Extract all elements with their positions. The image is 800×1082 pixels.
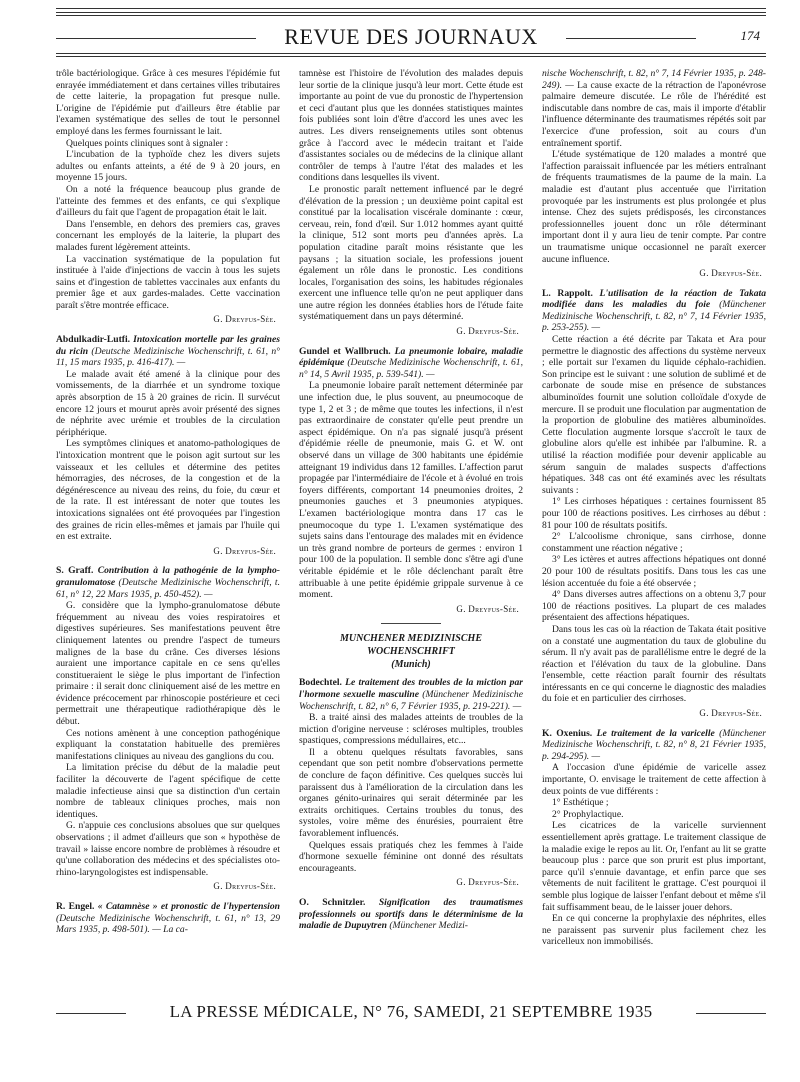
article-source: (Deutsche Medizinische Wochenschrift, t. 61, n° 12, 22 Mars 1935, p. 450-452). —: [56, 576, 280, 600]
footer-text: LA PRESSE MÉDICALE, N° 76, SAMEDI, 21 SEPTEMBRE 1935: [169, 1002, 653, 1021]
paragraph: trôle bactériologique. Grâce à ces mesures l'épidémie fut enrayée immédiatement et dans certaines villes tributaires de cette laiterie, la propagation fut presque nulle. L'origine de l'épidémie put d'ailleurs être établie par l'examen systématique des selles de tout le personnel employé dans les fermes fournissant le lait.: [56, 68, 280, 137]
article-title: Signification des traumatismes professionnels ou sportifs dans le déterminisme de la maladie de Dupuytren: [299, 897, 523, 932]
paragraph: A l'occasion d'une épidémie de varicelle assez importante, O. envisage le traitement de cette affection à deux points de vue différents :: [542, 762, 766, 797]
page-number: 174: [740, 28, 760, 43]
paragraph: G. n'appuie ces conclusions absolues que sur quelques observations ; il admet d'ailleurs que son « hypothèse de travail » laisse encore nombre de problèmes à résoudre et qu'une collaboration des médecins et des spécialistes oto-rhino-laryngologistes est indispensable.: [56, 820, 280, 878]
page-title: REVUE DES JOURNAUX: [284, 24, 538, 49]
paragraph: [542, 68, 766, 149]
journal-city: (Munich): [391, 659, 431, 671]
article-source: (Münchener Medizinische Wochenschrift, t. 82, n° 8, 21 Février 1935, p. 294-295). —: [542, 727, 766, 762]
top-rule: [56, 8, 766, 9]
column-3: [542, 68, 766, 973]
column-1: [56, 68, 280, 973]
header-bottom-rule: [56, 53, 766, 54]
paragraph: Dans tous les cas où la réaction de Takata était positive on a constaté une augmentation du taux de globuline du sérum. Il n'y avait pas de parallélisme entre le degré de la réaction et l'élévation du taux de la globuline. Dans l'ensemble, cette réaction paraît fournir des résultats intéressants en ce qui concerne le diagnostic des maladies du foie et en particulier des cirrhoses.: [542, 623, 766, 705]
article-source: (Münchener Medizinische Wochenschrift, t. 82, n° 6, 7 Février 1935, p. 219-221). —: [299, 688, 523, 712]
article-author: L. Rappolt.: [542, 287, 593, 299]
paragraph: La vaccination systématique de la population fut instituée à l'aide d'injections de vaccin à tous les sujets sains et d'ingestion de tablettes vaccinales aux enfants du premier âge et aux gardes-malades. Cette vaccination paraît s'être montrée efficace.: [56, 253, 280, 311]
paragraph: 2° Prophylactique.: [552, 808, 624, 820]
paragraph: 1° Les cirrhoses hépatiques : certaines fournissent 85 pour 100 de réactions positives. Les cirrhoses au début : 81 pour 100 de résultats positifs.: [542, 496, 766, 531]
top-rule-2: [56, 12, 766, 13]
article-heading: [56, 334, 280, 369]
journal-page: [56, 0, 766, 1082]
article-source: (Deutsche Medizinische Wochenschrift, t. 61, n° 14, 5 Avril 1935, p. 539-541). —: [299, 357, 523, 380]
signature: G. Dreyfus-Sée.: [699, 708, 762, 719]
paragraph: tamnèse est l'histoire de l'évolution des malades depuis leur sortie de la clinique jusqu'à leur mort. Cette étude est importante au point de vue du pronostic de l'hypertension et ceci d'autant plus que les données statistiques maintes fois publiées sont loin d'être d'accord les unes avec les autres. Les divers renseignements utiles sont obtenus grâce à l'accord avec le médecin traitant et l'aide d'assistantes sociales ou de médecins de la clinique allant contrôler de temps à l'autre l'état des malades et les conditions dans lesquelles ils vivent.: [299, 68, 523, 184]
paragraph: La limitation précise du début de la maladie peut faciliter la découverte de l'agent spécifique de cette maladie infectieuse ainsi que sa distinction d'un certain nombre de tableaux cliniques proches, mais non identiques.: [56, 762, 280, 820]
article-title: Le traitement des troubles de la miction par l'hormone sexuelle masculine: [299, 677, 523, 700]
journal-name: MUNCHENER MEDIZINISCHE WOCHENSCHRIFT: [340, 633, 482, 658]
section-divider: [381, 623, 441, 624]
article-author: Bodechtel.: [299, 677, 342, 689]
signature: G. Dreyfus-Sée.: [213, 314, 276, 325]
paragraph: L'étude systématique de 120 malades a montré que l'affection paraissait influencée par les métiers entraînant de fréquents traumatismes de la paume de la main. La maladie est d'autant plus accentuée que l'irritation provoquée par les instruments est plus prolongée et plus intense. Chez des sujets prédisposés, les circonstances professionnelles jouent donc un rôle déterminant important dont il y aura lieu de tenir compte. Par contre un traumatisme unique occasionnel ne paraît exercer aucune influence.: [542, 149, 766, 265]
article-title: La pneumonie lobaire, maladie épidémique: [299, 345, 523, 369]
paragraph: Quelques essais pratiqués chez les femmes à l'aide d'hormone sexuelle féminine ont donné des résultats encourageants.: [299, 839, 523, 874]
article-title: Contribution à la pathogénie de la lympho-granulomatose: [56, 565, 280, 588]
article-heading: [299, 897, 523, 932]
article-author: Gundel et Wallbruch.: [299, 345, 391, 357]
article-source: (Münchener Medizi-: [389, 920, 468, 932]
paragraph: Le pronostic paraît nettement influencé par le degré d'élévation de la pression ; un deuxième point capital est constitué par la localisation viscérale dominante : cœur, cerveau, rein, fond d'œil. Sur 1.012 hommes ayant quitté la clinique, 512 sont morts peu d'années après. La population citadine paraît moins résistante que les paysans ; la situation sociale, les professions jouent également un rôle dans le pronostic. Les conditions locales, l'organisation des soins, les habitudes régionales exercent une influence telle qu'on ne peut appliquer dans une autre région les données établies hors de l'étude faite systématiquement dans un pays déterminé.: [299, 183, 523, 323]
journal-section-title: [299, 632, 523, 671]
paragraph: Le malade avait été amené à la clinique pour des vomissements, de la diarrhée et un syndrome toxique après absorption de 15 à 20 graines de ricin. Il survécut encore 12 jours et mourut après avoir présenté des signes de néphrite avec urémie et troubles de la circulation périphérique.: [56, 368, 280, 438]
paragraph: Les symptômes cliniques et anatomo-pathologiques de l'intoxication montrent que le poison agit surtout sur les vaisseaux et les cellules et détermine des petites hémorragies, des nécroses, de la congestion et de la dégénérescence au niveau des reins, du foie, du cœur et de la rate. Il est intéressant de noter que toutes les intoxications signalées ont été provoquées par l'ingestion des graines de ricin elles-mêmes et jamais par l'huile qui en est extraite.: [56, 438, 280, 543]
signature: G. Dreyfus-Sée.: [456, 326, 519, 337]
article-source: (Deutsche Medizinische Wochenschrift, t. 61, n° 13, 29 Mars 1935, p. 498-501). — La ca-: [56, 912, 280, 936]
article-source: (Deutsche Medizinische Wochenschrift, t. 61, n° 11, 15 mars 1935, p. 416-417). —: [56, 345, 280, 369]
paragraph: Il a obtenu quelques résultats favorables, sans cependant que son petit nombre d'observations permette de conclure de façon définitive. Ces quelques succès lui paraissent dus à l'amélioration de la circulation dans les organes génito-urinaires qui serait déterminée par les extraits orchitiques. Certains troubles du tonus, des systoles, voire même des énurésies, pourraient être favorablement influencés.: [299, 746, 523, 840]
signature: G. Dreyfus-Sée.: [456, 603, 519, 614]
signature: G. Dreyfus-Sée.: [456, 877, 519, 888]
signature: G. Dreyfus-Sée.: [213, 881, 276, 892]
signature: G. Dreyfus-Sée.: [699, 268, 762, 279]
article-author: S. Graff.: [56, 565, 94, 577]
article-heading: [299, 346, 523, 381]
paragraph: 3° Les ictères et autres affections hépatiques ont donné 20 pour 100 de résultats positifs. Dans tous les cas une lésion accentuée du foie a été observée ;: [542, 554, 766, 589]
article-heading: [542, 728, 766, 763]
article-source: (Münchener Medizinische Wochenschrift, t. 82, n° 7, 14 Février 1935, p. 253-255). —: [542, 299, 766, 334]
article-title: « Catamnèse » et pronostic de l'hypertension: [97, 900, 280, 912]
article-heading: [56, 565, 280, 600]
paragraph: B. a traité ainsi des malades atteints de troubles de la miction d'origine nerveuse : scléroses multiples, troubles spastiques, compressions médullaires, etc...: [299, 712, 523, 747]
article-title: Intoxication mortelle par les graines du ricin: [56, 334, 280, 357]
paragraph: En ce qui concerne la prophylaxie des néphrites, elles ne paraissent pas survenir plus facilement chez les varicelleux non immobilisés.: [542, 913, 766, 948]
top-rule-3: [56, 15, 766, 16]
article-heading: [542, 288, 766, 334]
paragraph: 2° L'alcoolisme chronique, sans cirrhose, donne constamment une réaction négative ;: [542, 531, 766, 554]
paragraph: 1° Esthétique ;: [552, 797, 609, 809]
article-title: Le traitement de la varicelle: [596, 727, 715, 739]
paragraph: G. considère que la lympho-granulomatose débute fréquemment au niveau des voies respiratoires et digestives supérieures. Ses manifestations peuvent être cliniquement latentes ou prendre l'aspect de tumeurs malignes de la base du crâne. Ces diverses lésions auraient une importance capitale en ce sens qu'elles constitueraient le siège le plus important de l'infection primaire : il serait donc cliniquement aisé de les mettre en évidence précocement par rhinoscopie postérieure et ceci permettrait une thérapeutique radiothérapique dès le début.: [56, 600, 280, 728]
article-author: Abdulkadir-Lutfi.: [56, 334, 131, 346]
paragraph: On a noté la fréquence beaucoup plus grande de l'atteinte des femmes et des enfants, ce qui s'explique d'ailleurs du fait que l'agent de propagation était le lait.: [56, 183, 280, 219]
article-heading: [56, 901, 280, 936]
paragraph: 4° Dans diverses autres affections on a obtenu 3,7 pour 100 de réactions positives. La plupart de ces malades présentaient des affections hépatiques.: [542, 589, 766, 624]
signature: G. Dreyfus-Sée.: [213, 545, 276, 556]
article-title: L'utilisation de la réaction de Takata modifiée dans les maladies du foie: [542, 287, 766, 311]
article-author: R. Engel.: [56, 900, 95, 912]
paragraph: Ces notions amènent à une conception pathogénique expliquant la constatation habituelle des premières manifestations cliniques au niveau des ganglions du cou.: [56, 727, 280, 762]
column-2: [299, 68, 523, 973]
article-author: O. Schnitzler.: [299, 897, 366, 908]
paragraph: Les cicatrices de la varicelle surviennent essentiellement après grattage. Le traitement classique de la maladie exige le repos au lit. Or, l'enfant au lit se gratte beaucoup plus : parce que son prurit est plus important, parce qu'il s'ennuie davantage, et enfin parce que ses vêtements de nuit facilitent le grattage. C'est pourquoi il semble plus logique de laisser l'enfant debout et même s'il fait suffisamment beau, de le laisser jouer dehors.: [542, 820, 766, 913]
paragraph-text: La cause exacte de la rétraction de l'aponévrose palmaire demeure discutée. Le rôle de l'hérédité est indiscutable dans nombre de cas, mais il importe d'établir l'influence déterminante des traumatismes répétés soit par l'exercice d'une profession, soit au cours d'un entraînement sportif.: [542, 79, 766, 149]
paragraph: Cette réaction a été décrite par Takata et Ara pour permettre le diagnostic des affections du système nerveux ; elle portait sur l'examen du liquide céphalo-rachidien. Son principe est le suivant : une solution de sublimé et de carbonate de soude mise en présence de substances albuminoïdes fournit une solution colloïdale d'oxyde de mercure. Il se produit une floculation par augmentation de la proportion de globuline des matières albuminoïdes. Cette floculation augmente lorsque s'accroît le taux de globuline alors qu'elle est inhibée par l'albumine. R. a utilisé la réaction modifiée pour devenir applicable au sérum sanguin de malades suspects d'affections hépatiques. 348 cas ont été examinés avec les résultats suivants :: [542, 334, 766, 496]
page-header: [56, 26, 766, 48]
paragraph: Dans l'ensemble, en dehors des premiers cas, graves concernant les employés de la laiterie, la plupart des malades furent légèrement atteints.: [56, 218, 280, 253]
article-source: nische Wochenschrift, t. 82, n° 7, 14 Février 1935, p. 248-249). —: [542, 68, 766, 91]
article-author: K. Oxenius.: [542, 727, 593, 739]
article-heading: [299, 677, 523, 712]
paragraph: La pneumonie lobaire paraît nettement déterminée par une infection due, le plus souvent, au pneumocoque de type 1, 2 et 3 ; de même que toutes les infections, il n'est pas extraordinaire de constater qu'elle peut prendre un aspect épidémique. On n'a pas signalé jusqu'à présent d'épidémie réelle de pneumonie, mais G. et W. ont observé dans un village de 300 habitants une épidémie atteignant 19 individus dans 12 familles. L'affection parut propagée par l'intermédiaire de l'école et à évolué en trois foyers différents, comportant 14 pneumonies droites, 2 pneumonies gauches et 3 pneumonies atypiques. L'examen bactériologique montra dans 17 cas le pneumocoque du type 1. L'examen systématique des sujets sains dans l'entourage des malades mit en évidence un très grand nombre de porteurs de germes : environ 1 pour 100 de la population. Il semble donc s'être agi d'une véritable épidémie et le rôle déclenchant paraît être attribuable à une petite épidémie grippale survenue à ce moment.: [299, 380, 523, 601]
page-footer: [56, 1002, 766, 1028]
paragraph: Quelques points cliniques sont à signaler :: [66, 137, 229, 149]
paragraph: L'incubation de la typhoïde chez les divers sujets adultes ou enfants atteints, a été de 9 à 20 jours, en moyenne 15 jours.: [56, 149, 280, 184]
